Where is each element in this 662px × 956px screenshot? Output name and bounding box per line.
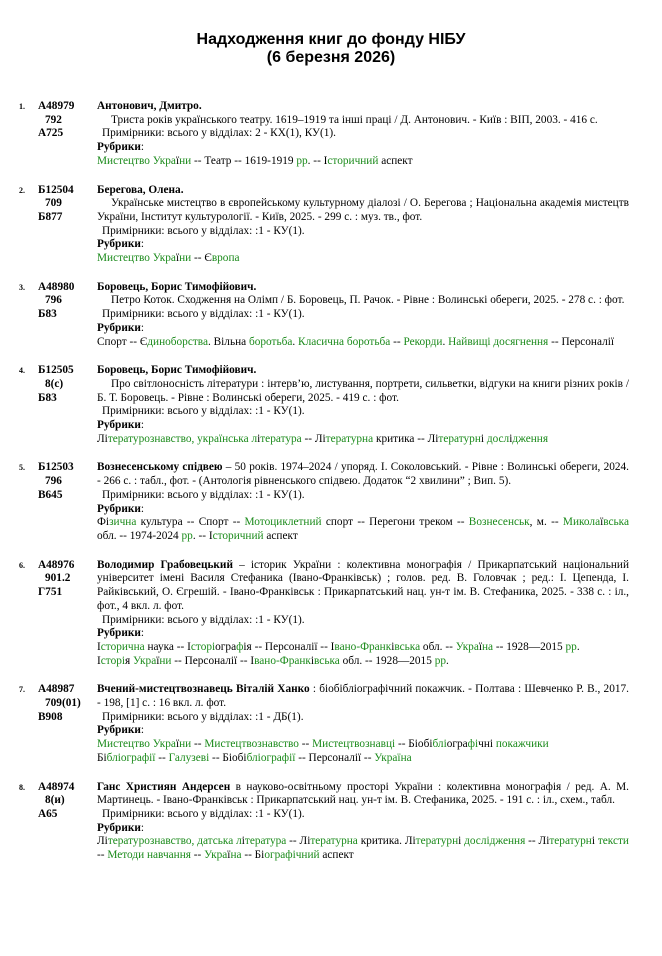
rubric-text: Лі [97,432,108,445]
author-mark: В645 [38,488,63,501]
shelf-codes [38,781,90,822]
rubric-term-highlight: тературознавство, датська л [107,835,242,848]
rubric-term-highlight: рр [296,154,308,167]
inventory-code: А48976 [38,558,75,571]
entry-copies: Примірники: всього у відділах: :1 - ДБ(1). [102,710,304,723]
rubric-term-highlight: сторі [190,640,216,653]
rubric-text: критика. Лі [357,835,416,848]
rubrics-heading: Рубрики: [97,821,144,834]
rubric-text: -- Театр -- 1619-1919 [191,154,297,167]
rubric-term-highlight: ни [179,154,192,167]
rubric-text: -- [190,849,205,862]
rubric-text: -- Персоналії -- [295,751,375,764]
entry-number: 1. [19,102,25,111]
author-mark: А725 [38,127,64,140]
entry-title-bold: Вчений-мистецтвознавець Віталій Ханко [97,683,310,696]
rubric-term-highlight: диноборства [147,335,208,348]
rubric-text: ї [478,640,482,653]
entry-title-bold: Боровець, Борис Тимофійович. [97,364,257,377]
rubric-term-highlight: рр [565,640,577,653]
rubrics-list [97,835,629,862]
book-entry [0,184,662,266]
page-title [0,31,662,67]
entry-number: 8. [19,782,25,792]
entry-copies: Примірники: всього у відділах: :1 - КУ(1). [102,807,305,820]
rubric-term-highlight: Вознесенськ [468,516,530,529]
rubric-term-highlight: сторичний [212,529,264,542]
rubric-text: Бі [97,751,107,764]
entry-number: 4. [19,366,25,376]
entry-heading [97,184,629,198]
rubric-text: ія -- Персоналії -- І [243,640,335,653]
rubrics-list [97,336,629,350]
rubric-term-highlight: тературознавство, українська л [107,432,258,445]
rubric-text: І [97,654,101,667]
shelf-codes [38,281,90,322]
rubric-text: і [458,835,465,848]
rubric-text: я [125,654,134,667]
rubric-text: і [310,654,315,667]
page-title-line-1: Надходження книг до фонду НІБУ [196,31,466,48]
rubrics-heading: Рубрики: [97,724,144,737]
rubric-term-highlight: сторична [100,640,145,653]
rubric-term-highlight: рр [181,529,193,542]
rubric-text: Спорт -- Є [97,335,148,348]
rubric-text: -- Персоналії [548,335,614,348]
rubric-text: критика -- Лі [373,432,439,445]
entry-heading [97,364,629,378]
rubrics-heading: Рубрики: [97,419,144,432]
rubric-text: спорт -- Перегони треком -- [321,516,469,529]
rubric-text: -- [97,849,108,862]
rubric-text: обл. -- 1928—2015 [339,654,435,667]
rubrics-label: Рубрики [97,419,141,432]
entry-heading [97,683,629,710]
rubrics-label: Рубрики [97,141,141,154]
classification-code: 796 [45,294,62,307]
rubrics-label: Рубрики [97,821,141,834]
rubric-text: -- [155,751,169,764]
rubric-term-highlight: ографічний [264,849,320,862]
entry-title-bold: Ганс Християн Андерсен [97,780,231,793]
rubric-line [97,738,629,752]
rubric-term-highlight: Укра [204,849,228,862]
rubric-text: . -- І [192,529,213,542]
rubric-text: культура -- Спорт -- [136,516,245,529]
rubric-term-highlight: Мистецтвознавство [204,738,299,751]
shelf-codes [38,559,90,600]
rubric-text: -- Біобі [395,738,433,751]
rubric-term-highlight: тературна [325,432,374,445]
entry-title-rest: – історик України : колективна монографія / Прикарпатський національний університет імені Василя Стефаника (Івано-Франківськ) ; голов. ред. В. Головчак ; ред.: І. Цепенда, І. Райківський, О. Єгрешій. - Івано-Франківськ : Прикарпатський нац. ун-т ім. В. Стефаника, 2025. - 338 с. : іл., фот., 4 вкл. л. фот. [97,558,629,612]
entry-copies: Примірники: всього у відділах: 2 - КХ(1), КУ(1). [102,127,337,140]
entry-heading [97,559,629,614]
author-mark: Б83 [38,308,57,321]
rubric-term-highlight: сторі [100,654,126,667]
entry-body [97,781,629,863]
rubric-text: і [257,432,261,445]
rubric-text: і [241,835,245,848]
entry-body [97,461,629,543]
rubric-text: -- Є [191,252,212,265]
shelf-codes [38,184,90,225]
book-entry [0,781,662,863]
rubrics-label: Рубрики [97,627,141,640]
rubric-term-highlight: Мистецтво Укра [97,154,176,167]
rubric-term-highlight: тературн [415,835,459,848]
entry-copies: Примірники: всього у відділах: :1 - КУ(1). [102,405,305,418]
rubric-text: -- [191,738,205,751]
rubric-line [97,433,629,447]
rubric-term-highlight: Микола [562,516,601,529]
rubric-term-highlight: тература [260,432,302,445]
rubric-text: ї [600,516,604,529]
classification-code: 8(и) [45,794,65,807]
rubric-text: -- Лі [301,432,326,445]
entry-title-bold: Володимир Грабовецький [97,558,233,571]
rubric-text: -- [298,738,313,751]
rubric-text: . [292,335,299,348]
rubric-term-highlight: Мотоциклетний [244,516,322,529]
rubric-term-highlight: сторичний [327,154,379,167]
book-entry [0,100,662,169]
rubrics-label: Рубрики [97,724,141,737]
rubric-term-highlight: тературн [438,432,481,445]
rubric-text: і [391,640,395,653]
rubric-text: Лі [97,835,108,848]
rubric-term-highlight: Найвищі досягнення [448,335,549,348]
rubric-text: . [445,654,449,667]
rubric-term-highlight: дослідження [464,835,526,848]
rubric-text: і [591,835,598,848]
shelf-codes [38,683,90,724]
rubric-term-highlight: Класична боротьба [298,335,391,348]
inventory-code: А48974 [38,780,75,793]
rubric-term-highlight: Методи навчання [107,849,191,862]
rubric-term-highlight: вська [314,654,340,667]
rubrics-list [97,252,629,266]
rubrics-list [97,155,629,169]
rubric-text: аспект [263,529,298,542]
classification-code: 796 [45,475,62,488]
entry-title-rest: : біобібліографічний покажчик. - Полтава : Шевченко Р. В., 2017. - 198, [1] с. : 16 вкл. л. фот. [97,683,629,710]
entry-copies: Примірники: всього у відділах: :1 - КУ(1). [102,224,305,237]
entry-description: Про світлоносність літератури : інтерв’ю, листування, портрети, сильветки, відгуки на книги різних років / Б. Т. Боровець. - Рівне : Волинські обереги, 2025. - 419 с. : фот. [97,377,629,404]
rubric-term-highlight: блі [432,738,447,751]
rubric-text: і [480,432,487,445]
rubric-text: ї [175,738,180,751]
rubric-term-highlight: бліографії [246,751,296,764]
inventory-code: А48987 [38,683,75,696]
rubric-text: огра [215,640,237,653]
entry-copies: Примірники: всього у відділах: :1 - КУ(1). [102,613,305,626]
entry-number: 3. [19,282,25,292]
page-title-date: (6 березня 2026) [266,49,396,66]
inventory-code: Б12503 [38,461,74,474]
rubric-term-highlight: Рекорди [403,335,443,348]
rubrics-heading: Рубрики: [97,627,144,640]
author-mark: В908 [38,710,63,723]
entry-copies: Примірники: всього у відділах: :1 - КУ(1). [102,488,305,501]
rubric-term-highlight: на [481,640,494,653]
rubric-line [97,752,629,766]
rubric-term-highlight: Укра [455,640,479,653]
rubric-term-highlight: Галузеві [168,751,210,764]
rubric-text: -- [390,335,404,348]
rubric-term-highlight: на [230,849,242,862]
author-mark: Б877 [38,210,63,223]
rubric-term-highlight: ни [179,252,192,265]
rubric-text: ї [156,654,160,667]
entry-body [97,364,629,446]
classification-code: 8(с) [45,377,64,390]
book-entry [0,461,662,543]
rubric-line [97,655,629,669]
entry-description: Українське мистецтво в європейському культурному діалозі / О. Берегова ; Національна академія мистецтв України, Інститут культурології. - Київ, 2025. - 299 с. : муз. тв., фот. [97,197,629,223]
author-mark: А65 [38,807,58,820]
entry-heading [97,461,629,488]
shelf-codes [38,364,90,405]
rubric-line [97,155,629,169]
entry-body [97,100,629,169]
inventory-code: Б12504 [38,183,74,196]
entry-body [97,184,629,266]
author-mark: Б83 [38,391,57,404]
book-entry [0,281,662,350]
classification-code: 792 [45,113,62,126]
entry-body [97,281,629,350]
entry-heading [97,781,629,808]
rubric-text: -- Бі [241,849,265,862]
rubric-term-highlight: боротьба [248,335,293,348]
rubric-term-highlight: досл [486,432,510,445]
entry-body [97,683,629,765]
inventory-code: Б12505 [38,364,74,377]
entry-title-bold: Боровець, Борис Тимофійович. [97,280,257,293]
rubric-term-highlight: ни [159,654,172,667]
rubric-text: ї [175,252,180,265]
rubric-text: обл. -- 1974-2024 [97,529,182,542]
rubric-text: -- Лі [286,835,311,848]
book-entry [0,559,662,669]
rubric-text: -- Лі [525,835,550,848]
rubric-term-highlight: Мистецтво Укра [97,252,176,265]
rubrics-list [97,738,629,765]
rubric-text: . [576,640,580,653]
rubric-term-highlight: Україна [374,751,412,764]
entry-description: Триста років українського театру. 1619–1919 та інші праці / Д. Антонович. - Київ : ВІП, 2003. - 416 с. [111,113,598,126]
entry-copies: Примірники: всього у відділах: :1 - КУ(1). [102,308,305,321]
entry-title-bold: Антонович, Дмитро. [97,100,202,112]
rubric-term-highlight: тературна [310,835,358,848]
rubric-term-highlight: вано-Франк [254,654,311,667]
rubric-term-highlight: вано-Франк [334,640,392,653]
rubric-term-highlight: вська [603,516,629,529]
entry-title-bold: Вознесенському спідвею [97,461,223,474]
rubric-line [97,641,629,655]
classification-code: 901.2 [45,572,71,585]
rubric-text: аспект [378,154,413,167]
rubric-line [97,336,629,350]
entry-heading [97,281,629,295]
rubric-text: -- Персоналії -- І [171,654,255,667]
rubrics-list [97,433,629,447]
entry-heading [97,100,629,114]
rubric-text: . Вільна [207,335,249,348]
entry-description: Петро Коток. Сходження на Олімп / Б. Боровець, П. Рачок. - Рівне : Волинські обереги, 2025. - 278 с. : фот. [111,294,625,307]
rubric-line [97,835,629,862]
shelf-codes [38,100,90,141]
rubrics-label: Рубрики [97,238,141,251]
entry-number: 6. [19,560,25,570]
entry-title-rest: в науково-освітньому просторі України : колективна монографія / ред. А. М. Мартинець. - Івано-Франківськ : Прикарпатський нац. ун-т ім. В. Стефаника, 2025. - 191 с. : іл., схем., табл. [97,780,630,807]
classification-code: 709 [45,197,62,210]
rubric-text: . -- І [307,154,328,167]
rubric-line [97,516,629,543]
rubric-text: , м. -- [529,516,563,529]
rubrics-list [97,641,629,668]
entry-number: 5. [19,463,25,473]
rubric-term-highlight: рр [434,654,446,667]
rubric-text: огра [446,738,468,751]
rubrics-label: Рубрики [97,502,141,515]
rubric-term-highlight: фі [467,738,479,751]
rubric-term-highlight: ф [236,640,244,653]
inventory-code: А48979 [38,100,75,112]
rubrics-heading: Рубрики: [97,141,144,154]
book-entry [0,683,662,765]
rubric-term-highlight: тература [244,835,287,848]
rubric-text: аспект [319,849,354,862]
rubric-text: ї [175,154,180,167]
rubric-text: -- Біобі [209,751,247,764]
rubrics-label: Рубрики [97,321,141,334]
rubric-term-highlight: Укра [133,654,157,667]
rubrics-heading: Рубрики: [97,238,144,251]
rubric-text: чні [478,738,496,751]
rubric-term-highlight: вська [394,640,421,653]
rubrics-list [97,516,629,543]
rubric-term-highlight: покажчики [495,738,549,751]
inventory-code: А48980 [38,280,75,293]
rubric-text: . [442,335,449,348]
rubric-term-highlight: ни [179,738,192,751]
rubric-text: Фі [97,516,110,529]
book-entry [0,364,662,446]
rubric-term-highlight: Мистецтво Укра [97,738,176,751]
rubric-term-highlight: бліографії [106,751,156,764]
rubric-term-highlight: тексти [597,835,629,848]
rubrics-heading: Рубрики: [97,321,144,334]
rubric-term-highlight: тературн [549,835,592,848]
classification-code: 709(01) [45,697,81,710]
entry-title-bold: Берегова, Олена. [97,183,184,196]
shelf-codes [38,461,90,502]
rubric-text: наука -- І [144,640,191,653]
entry-body [97,559,629,669]
rubric-term-highlight: дження [512,432,549,445]
rubric-term-highlight: Мистецтвознавці [312,738,396,751]
entries-list [0,100,662,878]
entry-number: 2. [19,185,25,195]
rubric-line [97,252,629,266]
entry-number: 7. [19,685,25,695]
rubrics-heading: Рубрики: [97,502,144,515]
rubric-text: -- 1928—2015 [493,640,566,653]
rubric-term-highlight: зична [109,516,137,529]
rubric-text: ї [227,849,231,862]
entry-title-rest: – 50 років. 1974–2024 / упоряд. І. Соколовський. - Рівне : Волинські обереги, 2024. - 266 с. : табл., фот. - (Антологія рівненського спідвею. Додаток “2 хвилини” ; Вип. 5). [97,461,629,488]
rubric-text: І [97,640,101,653]
rubric-text: і [509,432,513,445]
author-mark: Г751 [38,586,63,599]
rubric-text: обл. -- [420,640,456,653]
rubric-term-highlight: вропа [211,252,240,265]
